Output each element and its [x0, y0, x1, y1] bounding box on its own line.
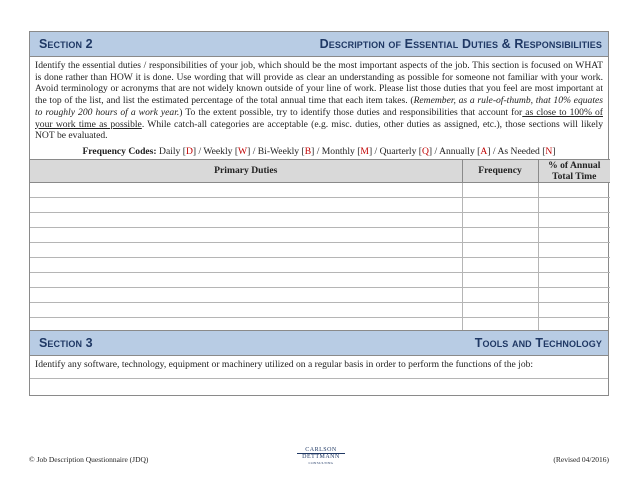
- logo-line-2: DETTMANN: [302, 454, 340, 460]
- footer-copyright: © Job Description Questionnaire (JDQ): [29, 455, 149, 464]
- frequency-code-letter: W: [238, 145, 248, 157]
- frequency-code-letter: N: [545, 145, 553, 157]
- duty-row: [30, 197, 610, 212]
- percent-cell[interactable]: [538, 287, 610, 302]
- duty-row: [30, 302, 610, 317]
- frequency-code-item: Bi-Weekly [B]: [257, 145, 315, 157]
- frequency-code-item: Weekly [W]: [203, 145, 251, 157]
- section-3-header: [30, 331, 608, 356]
- instructions-text-2: ) To the extent possible, try to identify those duties and responsibilities that account for: [179, 106, 523, 118]
- frequency-cell[interactable]: [462, 212, 538, 227]
- duty-cell[interactable]: [30, 212, 462, 227]
- section-2: [29, 31, 609, 333]
- section-3-title: Tools and Technology: [474, 336, 602, 350]
- duty-row: [30, 287, 610, 302]
- percent-cell[interactable]: [538, 212, 610, 227]
- duty-cell[interactable]: [30, 272, 462, 287]
- frequency-cell[interactable]: [462, 197, 538, 212]
- duty-row: [30, 257, 610, 272]
- duty-cell[interactable]: [30, 197, 462, 212]
- tools-entry-field[interactable]: [30, 379, 608, 395]
- duty-cell[interactable]: [30, 182, 462, 197]
- instructions-underlined: as close to 100% of your work time as possible: [35, 106, 603, 130]
- frequency-code-item: As Needed [N]: [497, 145, 556, 157]
- duty-row: [30, 227, 610, 242]
- duty-cell[interactable]: [30, 302, 462, 317]
- frequency-code-item: Daily [D]: [159, 145, 197, 157]
- duty-cell[interactable]: [30, 242, 462, 257]
- instructions-text-3: . While catch-all categories are acceptable (e.g. misc. duties, other duties as assigned, etc.), those sections will likely NOT be evaluated.: [35, 118, 603, 142]
- instructions-italic: Remember, as a rule-of-thumb, that 10% equates to roughly 200 hours of a work year.: [35, 95, 603, 118]
- col-percent-time: [538, 159, 610, 182]
- section-3: [29, 330, 609, 396]
- frequency-cell[interactable]: [462, 227, 538, 242]
- frequency-cell[interactable]: [462, 257, 538, 272]
- col-percent-line2: Total Time: [552, 170, 597, 182]
- frequency-code-letter: D: [185, 145, 193, 157]
- frequency-code-letter: M: [360, 145, 369, 157]
- instructions-text-1: Identify the essential duties / responsibilities of your job, which should be the most important aspects of the job. This section is focused on WHAT is done rather than HOW it is done. Use wording that will provide as clear an understanding as possible for someone not familiar with your work. Avoid terminology or acronyms that are not widely known outside of your line of work. Please list those duties that you feel are most important at the top of the list, and list the estimated percentage of the total annual time that each item takes. (: [35, 60, 603, 107]
- col-primary-duties: Primary Duties: [30, 159, 462, 182]
- duty-row: [30, 272, 610, 287]
- logo-line-3: CONSULTING: [308, 461, 334, 465]
- percent-cell[interactable]: [538, 272, 610, 287]
- section-3-number: Section 3: [39, 336, 93, 350]
- section-2-header: [30, 32, 608, 57]
- col-percent-line1: % of Annual: [548, 159, 601, 171]
- frequency-cell[interactable]: [462, 302, 538, 317]
- frequency-label: Frequency Codes:: [82, 145, 160, 157]
- percent-cell[interactable]: [538, 302, 610, 317]
- frequency-cell[interactable]: [462, 272, 538, 287]
- company-logo: [297, 447, 345, 466]
- duty-row: [30, 182, 610, 197]
- percent-cell[interactable]: [538, 182, 610, 197]
- frequency-cell[interactable]: [462, 287, 538, 302]
- frequency-code-item: Annually [A]: [439, 145, 491, 157]
- percent-cell[interactable]: [538, 197, 610, 212]
- percent-cell[interactable]: [538, 242, 610, 257]
- section-2-instructions: [30, 57, 608, 145]
- duty-row: [30, 212, 610, 227]
- duty-cell[interactable]: [30, 257, 462, 272]
- frequency-code-letter: B: [304, 145, 312, 157]
- frequency-cell[interactable]: [462, 242, 538, 257]
- percent-cell[interactable]: [538, 227, 610, 242]
- footer: [29, 447, 609, 467]
- section-2-title: Description of Essential Duties & Responsibilities: [319, 37, 602, 51]
- frequency-code-item: Quarterly [Q]: [379, 145, 433, 157]
- footer-revised: (Revised 04/2016): [553, 455, 609, 464]
- col-frequency: Frequency: [462, 159, 538, 182]
- frequency-code-item: Monthly [M]: [321, 145, 373, 157]
- section-2-number: Section 2: [39, 37, 93, 51]
- logo-line-1: CARLSON: [297, 447, 345, 454]
- frequency-cell[interactable]: [462, 182, 538, 197]
- duties-table: [30, 159, 610, 332]
- percent-cell[interactable]: [538, 257, 610, 272]
- duty-row: [30, 242, 610, 257]
- section-3-instructions: Identify any software, technology, equipment or machinery utilized on a regular basis in order to perform the functions of the job:: [30, 356, 608, 379]
- duty-cell[interactable]: [30, 287, 462, 302]
- frequency-code-letter: Q: [421, 145, 429, 157]
- frequency-code-letter: A: [480, 145, 488, 157]
- frequency-codes: Frequency Codes: Daily [D] / Weekly [W] / Bi-Weekly [B] / Monthly [M] / Quarterly [Q] / Annually [A] / As Needed [N]: [82, 145, 556, 157]
- duty-cell[interactable]: [30, 227, 462, 242]
